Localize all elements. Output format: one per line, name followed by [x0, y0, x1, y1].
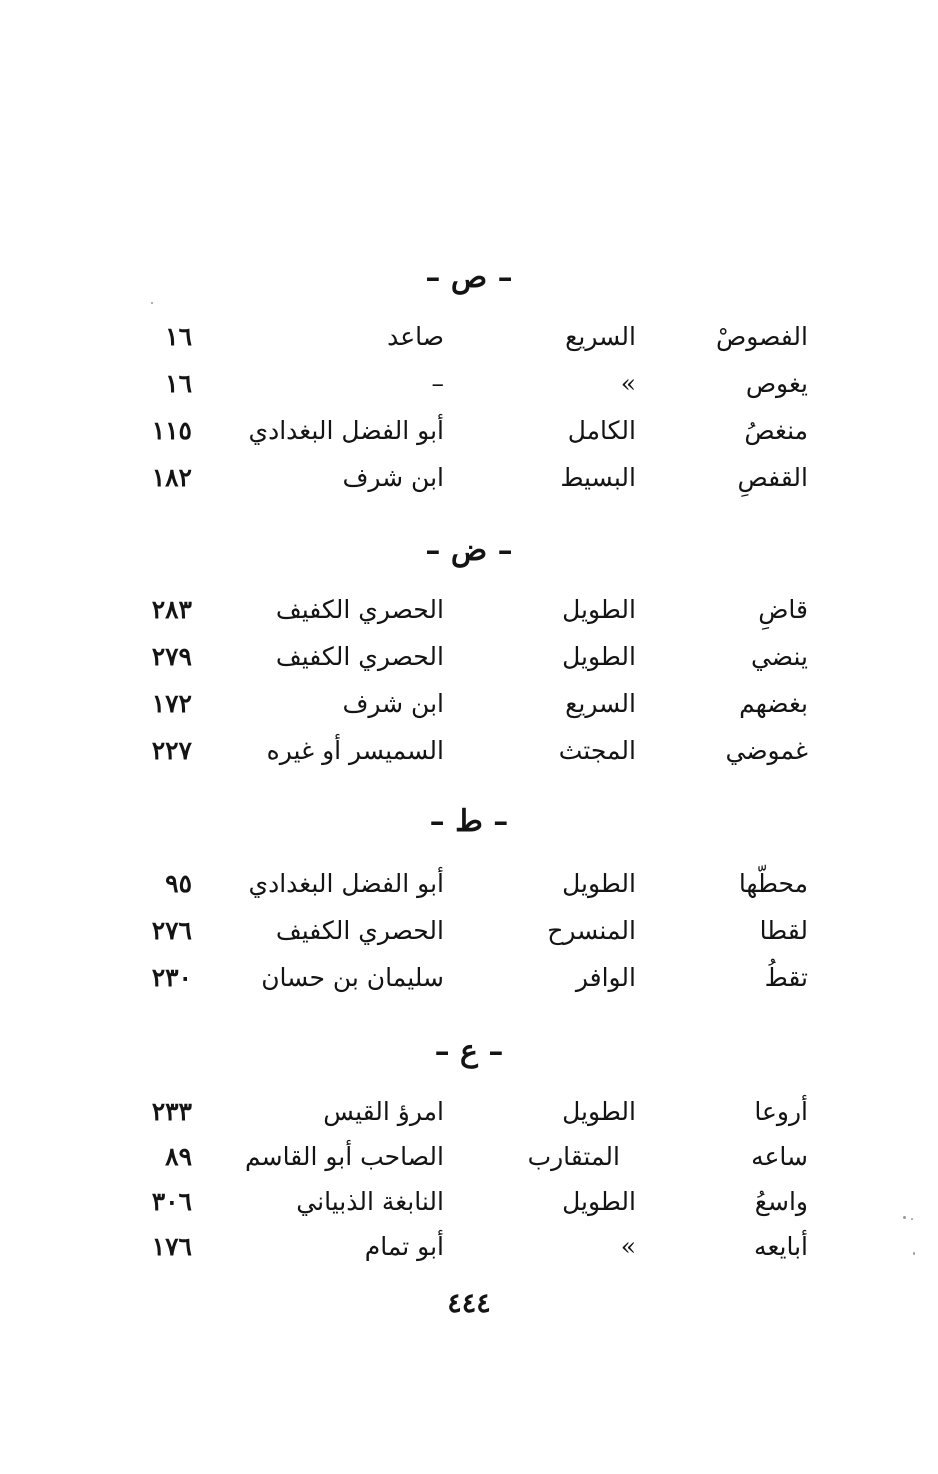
- poet-name: الحصري الكفيف: [275, 916, 444, 945]
- page-ref: ٨٩: [165, 1142, 192, 1171]
- poet-name: ابن شرف: [342, 463, 444, 492]
- poet-name: الحصري الكفيف: [275, 642, 444, 671]
- index-entry: [0, 1179, 938, 1225]
- page-ref: ١١٥: [151, 416, 192, 445]
- rhyme-word: أبايعه: [754, 1232, 808, 1261]
- rhyme-word: بغضهم: [739, 689, 808, 718]
- poet-name: النابغة الذبياني: [296, 1187, 444, 1216]
- section-heading: – ض –: [425, 533, 513, 568]
- meter-name: »: [620, 1232, 636, 1261]
- page-ref: ٢٧٩: [151, 642, 192, 671]
- meter-name: الطويل: [562, 595, 636, 624]
- page-ref: ٢٧٦: [151, 916, 192, 945]
- meter-name: المجتث: [558, 736, 636, 765]
- poet-name: أبو الفضل البغدادي: [248, 416, 444, 445]
- page-ref: ٢٢٧: [151, 736, 192, 765]
- meter-name: المنسرح: [547, 916, 636, 945]
- page-ref: ٩٥: [165, 869, 192, 898]
- page-ref: ٣٠٦: [151, 1187, 192, 1216]
- rhyme-word: محطّها: [738, 869, 808, 898]
- page-ref: ١٧٦: [151, 1232, 192, 1261]
- index-entry: [0, 728, 938, 774]
- section-heading: – ع –: [434, 1034, 504, 1069]
- meter-name: الكامل: [567, 416, 636, 445]
- meter-name: »: [620, 369, 636, 398]
- scan-speck: [911, 1218, 913, 1220]
- meter-name: السريع: [565, 689, 636, 718]
- page-ref: ١٦: [165, 322, 192, 351]
- page-ref: ١٧٢: [151, 689, 192, 718]
- page-ref: ١٦: [165, 369, 192, 398]
- index-entry: [0, 681, 938, 727]
- rhyme-word: ساعه: [751, 1142, 808, 1171]
- meter-name: الطويل: [562, 1187, 636, 1216]
- poet-name: أبو الفضل البغدادي: [248, 869, 444, 898]
- poet-name: ابن شرف: [342, 689, 444, 718]
- index-entry: [0, 1089, 938, 1135]
- index-entry: [0, 1224, 938, 1270]
- poet-name: أبو تمام: [364, 1232, 444, 1261]
- meter-name: المتقارب: [527, 1142, 620, 1171]
- meter-name: الطويل: [562, 642, 636, 671]
- poet-name: امرؤ القيس: [323, 1097, 444, 1126]
- rhyme-word: تقطُ: [764, 963, 808, 992]
- meter-name: الطويل: [562, 869, 636, 898]
- page-ref: ٢٨٣: [151, 595, 192, 624]
- rhyme-word: أروعا: [754, 1097, 808, 1126]
- index-entry: [0, 408, 938, 454]
- scan-speck: [151, 302, 153, 304]
- section-heading: – ص –: [425, 260, 513, 295]
- rhyme-word: ينضي: [750, 642, 808, 671]
- poet-name: السميسر أو غيره: [266, 736, 444, 765]
- poet-name: الحصري الكفيف: [275, 595, 444, 624]
- meter-name: الطويل: [562, 1097, 636, 1126]
- index-entry: [0, 908, 938, 954]
- scan-speck: [913, 1252, 915, 1255]
- meter-name: السريع: [565, 322, 636, 351]
- index-entry: [0, 634, 938, 680]
- rhyme-word: القفصِ: [737, 463, 808, 492]
- poet-name: سليمان بن حسان: [261, 963, 444, 992]
- index-entry: [0, 314, 938, 360]
- poet-name: صاعد: [387, 322, 444, 351]
- index-entry: [0, 361, 938, 407]
- index-entry: [0, 455, 938, 501]
- index-entry: [0, 861, 938, 907]
- rhyme-word: يغوص: [745, 369, 808, 398]
- rhyme-word: غموضي: [725, 736, 808, 765]
- meter-name: البسيط: [560, 463, 636, 492]
- page-number: ٤٤٤: [447, 1288, 491, 1319]
- rhyme-word: واسعُ: [754, 1187, 808, 1216]
- rhyme-word: لقطا: [759, 916, 808, 945]
- section-heading: – ط –: [429, 804, 509, 839]
- page-ref: ٢٣٣: [151, 1097, 192, 1126]
- page-ref: ٢٣٠: [151, 963, 192, 992]
- page-ref: ١٨٢: [151, 463, 192, 492]
- poet-name: الصاحب أبو القاسم: [245, 1142, 444, 1171]
- index-entry: [0, 587, 938, 633]
- index-entry: [0, 955, 938, 1001]
- rhyme-word: منغصُ: [744, 416, 808, 445]
- rhyme-word: قاضِ: [758, 595, 808, 624]
- meter-name: الوافر: [575, 963, 636, 992]
- scan-speck: [903, 1216, 906, 1219]
- index-entry: [0, 1134, 938, 1180]
- rhyme-word: الفصوصْ: [715, 322, 808, 351]
- poet-name: –: [431, 369, 444, 398]
